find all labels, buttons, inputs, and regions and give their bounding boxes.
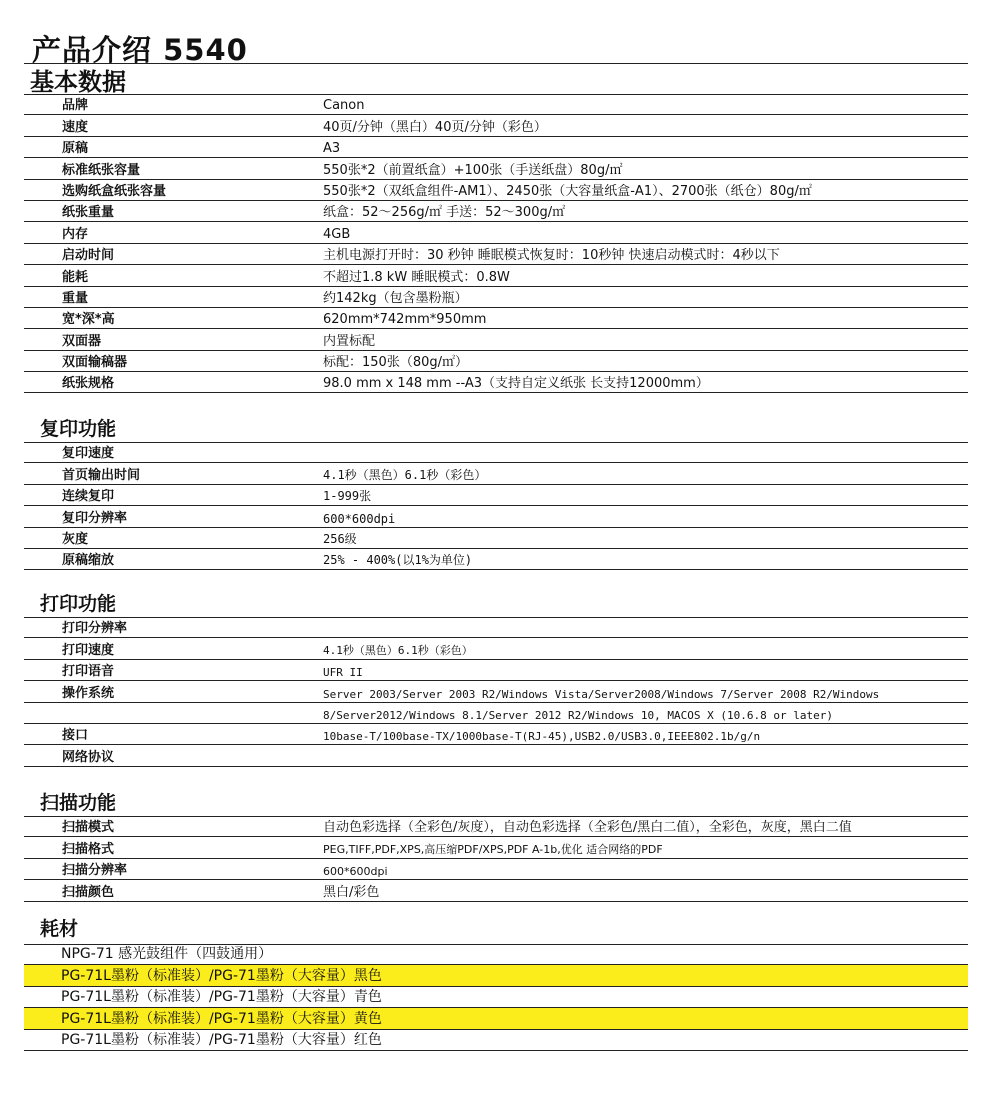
spec-row-duplex-feeder [24,351,968,372]
spec-label: 标准纸张容量 [62,162,141,178]
spec-value: 不超过1.8 kW 睡眠模式：0.8W [323,269,510,285]
spec-value: 4.1秒（黑色）6.1秒（彩色） [323,467,487,482]
spec-value: 40页/分钟（黑白）40页/分钟（彩色） [323,119,547,135]
spec-value: A3 [323,141,341,157]
spec-row-copy-resolution [24,506,968,527]
spec-label: 连续复印 [62,489,115,505]
spec-label: 扫描格式 [62,841,115,857]
spec-row-power [24,265,968,286]
spec-row-print-language [24,660,968,681]
spec-value: 10base-T/100base-TX/1000base-T(RJ-45),USB2.0/USB3.0,IEEE802.1b/g/n [323,730,761,744]
spec-row-scan-format [24,837,968,858]
spec-row-scan-resolution [24,859,968,880]
spec-row-duplex [24,329,968,350]
spec-row-paper-size [24,372,968,393]
spec-value: 4GB [323,226,351,242]
spec-label: 灰度 [62,531,89,547]
spec-value: 550张*2（双纸盒组件-AM1）、2450张（大容量纸盒-A1）、2700张（纸仓）80g/㎡ [323,183,812,199]
consumable-item-toner-cyan [24,987,968,1008]
spec-value: 550张*2（前置纸盒）+100张（手送纸盘）80g/㎡ [323,162,623,178]
spec-label: 双面输稿器 [62,355,128,371]
spec-row-first-copy-time [24,463,968,484]
spec-value: 约142kg（包含墨粉瓶） [323,290,468,306]
spec-value: 600*600dpi [323,865,388,879]
spec-label: 打印速度 [62,642,115,658]
spec-value: 256级 [323,531,357,546]
spec-label: 速度 [62,119,89,135]
spec-row-os-continued [24,703,968,724]
spec-label: 品牌 [62,98,89,114]
consumable-item-toner-yellow [24,1008,968,1029]
consumable-item-toner-black [24,965,968,986]
consumable-text: PG-71L墨粉（标准装）/PG-71墨粉（大容量）红色 [61,1031,382,1048]
section-title-print: 打印功能 [40,593,117,615]
spec-value: 黑白/彩色 [323,884,380,900]
spec-label: 扫描模式 [62,820,115,836]
consumables-list [24,944,968,1051]
print-spec-table [24,617,968,767]
spec-row-dimensions [24,308,968,329]
spec-row-grayscale [24,528,968,549]
spec-row-scan-mode [24,816,968,837]
page-title: 产品介绍 5540 [32,33,248,67]
scan-spec-table [24,816,968,902]
spec-value: 标配：150张（80g/㎡） [323,355,468,371]
consumable-text: PG-71L墨粉（标准装）/PG-71墨粉（大容量）青色 [61,989,382,1006]
spec-label: 复印速度 [62,446,115,462]
spec-label: 复印分辨率 [62,510,128,526]
spec-row-memory [24,222,968,243]
spec-value: 8/Server2012/Windows 8.1/Server 2012 R2/Windows 10, MACOS X (10.6.8 or later) [323,708,833,722]
spec-row-os [24,681,968,702]
spec-value: 纸盒：52～256g/㎡ 手送：52～300g/㎡ [323,205,566,221]
copy-spec-table [24,442,968,570]
spec-row-print-speed [24,638,968,659]
spec-label: 双面器 [62,333,102,349]
spec-label: 重量 [62,290,89,306]
spec-label: 宽*深*高 [62,312,115,328]
spec-value: Server 2003/Server 2003 R2/Windows Vista/Server2008/Windows 7/Server 2008 R2/Windows [323,687,880,701]
consumable-text: PG-71L墨粉（标准装）/PG-71墨粉（大容量）黑色 [61,967,382,984]
spec-value: 98.0 mm x 148 mm --A3（支持自定义纸张 长支持12000mm） [323,376,709,392]
spec-label: 扫描颜色 [62,884,115,900]
basic-spec-table [24,94,968,393]
section-title-basic: 基本数据 [30,68,126,96]
spec-value: 600*600dpi [323,511,396,526]
spec-row-std-paper-capacity [24,158,968,179]
spec-row-scan-color [24,880,968,901]
consumable-item-drum [24,944,968,965]
spec-label: 接口 [62,728,89,744]
spec-value: PEG,TIFF,PDF,XPS,高压缩PDF/XPS,PDF A-1b,优化 适合网络的PDF [323,842,663,856]
spec-row-original [24,137,968,158]
spec-label: 纸张重量 [62,205,115,221]
section-title-scan: 扫描功能 [40,792,117,814]
spec-row-zoom [24,549,968,570]
spec-label: 纸张规格 [62,376,115,392]
spec-row-interface [24,724,968,745]
spec-row-speed [24,115,968,136]
section-title-consumables: 耗材 [40,918,79,940]
spec-label: 内存 [62,226,89,242]
spec-label: 选购纸盒纸张容量 [62,183,167,199]
consumable-text: NPG-71 感光鼓组件（四鼓通用） [61,946,273,963]
spec-label: 打印语音 [62,664,115,680]
spec-value: UFR II [323,666,363,680]
spec-label: 网络协议 [62,749,115,765]
spec-label: 能耗 [62,269,89,285]
spec-row-copy-speed [24,442,968,463]
spec-value: 内置标配 [323,333,376,349]
spec-row-opt-paper-capacity [24,180,968,201]
spec-value: Canon [323,98,365,114]
spec-label: 打印分辨率 [62,621,128,637]
section-title-copy: 复印功能 [40,418,117,440]
spec-label: 首页输出时间 [62,467,141,483]
spec-label: 扫描分辨率 [62,863,128,879]
spec-row-startup-time [24,244,968,265]
title-divider [24,63,968,64]
spec-value: 25% - 400%(以1%为单位) [323,553,473,568]
spec-label: 启动时间 [62,248,115,264]
spec-value: 620mm*742mm*950mm [323,312,487,328]
consumable-text: PG-71L墨粉（标准装）/PG-71墨粉（大容量）黄色 [61,1010,382,1027]
spec-row-brand [24,94,968,115]
spec-row-weight [24,287,968,308]
spec-row-paper-weight [24,201,968,222]
spec-value: 4.1秒（黑色）6.1秒（彩色） [323,643,473,657]
consumable-item-toner-magenta [24,1030,968,1051]
spec-row-network-protocol [24,745,968,766]
spec-row-continuous-copy [24,485,968,506]
spec-label: 原稿缩放 [62,553,115,569]
spec-row-print-resolution [24,617,968,638]
spec-value: 自动色彩选择（全彩色/灰度），自动色彩选择（全彩色/黑白二值），全彩色，灰度，黑白二值 [323,820,852,836]
spec-label: 操作系统 [62,685,115,701]
spec-value: 主机电源打开时：30 秒钟 睡眠模式恢复时：10秒钟 快速启动模式时：4秒以下 [323,248,780,264]
spec-value: 1-999张 [323,489,372,504]
spec-label: 原稿 [62,141,89,157]
